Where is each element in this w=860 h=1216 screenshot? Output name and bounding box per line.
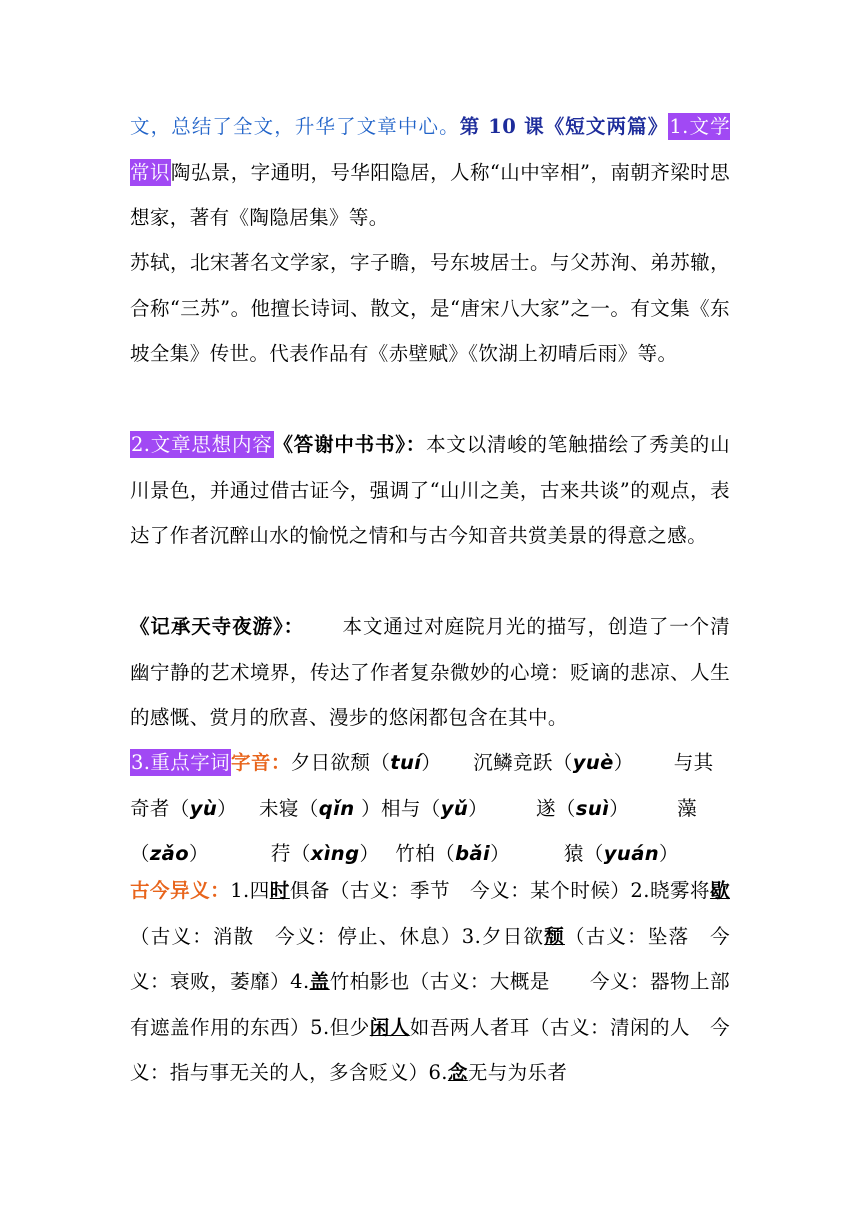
pinyin-8: xìng [310,842,360,866]
work-title-jcts: 《记承天寺夜游》： [130,615,305,638]
keyword-4: 盖 [309,970,330,994]
lesson-title: 第 10 课《短文两篇》 [459,115,669,138]
word-6: 遂 [536,796,556,820]
thought-text-2: 本文通过对庭院月光的描写，创造了一个清幽宁静的艺术境界，传达了作者复杂微妙的心境：贬谪的悲凉、人生的感慨、赏月的欣喜、漫步的悠闲都包含在其中。 [130,615,730,730]
pinyin-1: tuí [390,751,422,774]
word-5: 相与 [380,796,421,820]
word-3a: 与其 [673,751,714,774]
word-9: 竹柏 [395,842,436,866]
paragraph-intro [130,104,730,241]
paragraph-ancient-modern [130,868,730,1096]
word-3b: 奇者 [130,796,170,820]
word-8: 荇 [270,842,291,866]
meaning-5-text: 如吾两人者耳（古义：清闲的人 今义：指与事无关的人，多含贬义）6. [130,1015,730,1085]
meaning-4-text: 竹柏影也（古义：大概是 今义：器物上部有遮盖作用的东西）5.但少 [130,970,730,1039]
keyword-3: 颓 [544,924,565,948]
pinyin-6: suì [575,796,610,820]
meaning-2-text: （古义：消散 今义：停止、休息）3.夕日欲 [130,924,545,948]
section-heading-literary: 1.文学常识 [130,115,730,184]
pinyin-4: qǐn [318,796,355,820]
word-4: 未寝 [259,796,299,820]
pinyin-2: yuè [572,751,614,774]
pronunciation-label: 字音： [231,751,291,774]
paragraph-night-tour [130,604,730,741]
pinyin-3: yù [189,796,218,820]
paragraph-su-shi [130,240,730,377]
word-7: 藻 [677,796,698,820]
section-heading-key-words: 3.重点字词 [131,751,231,774]
word-2: 沉鳞竞跃 [473,751,553,774]
word-1: 夕日欲颓 [290,751,371,774]
summary-text: 文，总结了全文，升华了文章中心。 [130,115,460,138]
thought-text-1: 本文以清峻的笔触描绘了秀美的山川景色，并通过借古证今，强调了“山川之美，古来共谈”的观点，表达了作者沉醉山水的愉悦之情和与古今知音共赏美景的得意之感。 [130,433,730,548]
paragraph-thought [130,422,730,559]
pinyin-10: yuán [603,842,660,866]
section-heading-thought: 2.文章思想内容 [131,433,273,456]
pinyin-5: yǔ [440,796,469,820]
keyword-6: 念 [447,1061,468,1085]
pinyin-7: zǎo [149,842,190,866]
keyword-1: 时 [269,879,290,902]
meaning-1-prefix: 1.四 [230,879,270,902]
meaning-3-text: （古义：坠落 今义：衰败，萎靡）4. [130,924,730,994]
keyword-2: 歇 [710,879,730,902]
author-tao-text: 陶弘景，字通明，号华阳隐居，人称“山中宰相”，南朝齐梁时思想家，著有《陶隐居集》等。 [130,160,730,230]
meaning-1-text: 俱备（古义：季节 今义：某个时候）2.晓雾将 [289,879,711,902]
keyword-5: 闲人 [369,1015,410,1039]
meaning-6-text: 无与为乐者 [467,1061,568,1085]
author-su-text: 苏轼，北宋著名文学家，字子瞻，号东坡居士。与父苏洵、弟苏辙，合称“三苏”。他擅长诗词、散文，是“唐宋八大家”之一。有文集《东坡全集》传世。代表作品有《赤壁赋》《饮湖上初晴后雨》等。 [130,251,730,366]
paragraph-pronunciation: 3.重点字词字音：夕日欲颓（tuí） 沉鳞竞跃（yuè） 与其 奇者（yù） 未寝（qǐn ）相与（yǔ） 遂（suì） 藻 （zǎo） 荇（xìng） 竹柏（bǎi） 猿（yuán） [130,751,714,866]
work-title-dxzss: 《答谢中书书》： [273,433,427,456]
ancient-modern-label: 古今异义： [130,879,231,902]
word-10: 猿 [563,842,584,866]
pinyin-9: bǎi [455,842,491,866]
